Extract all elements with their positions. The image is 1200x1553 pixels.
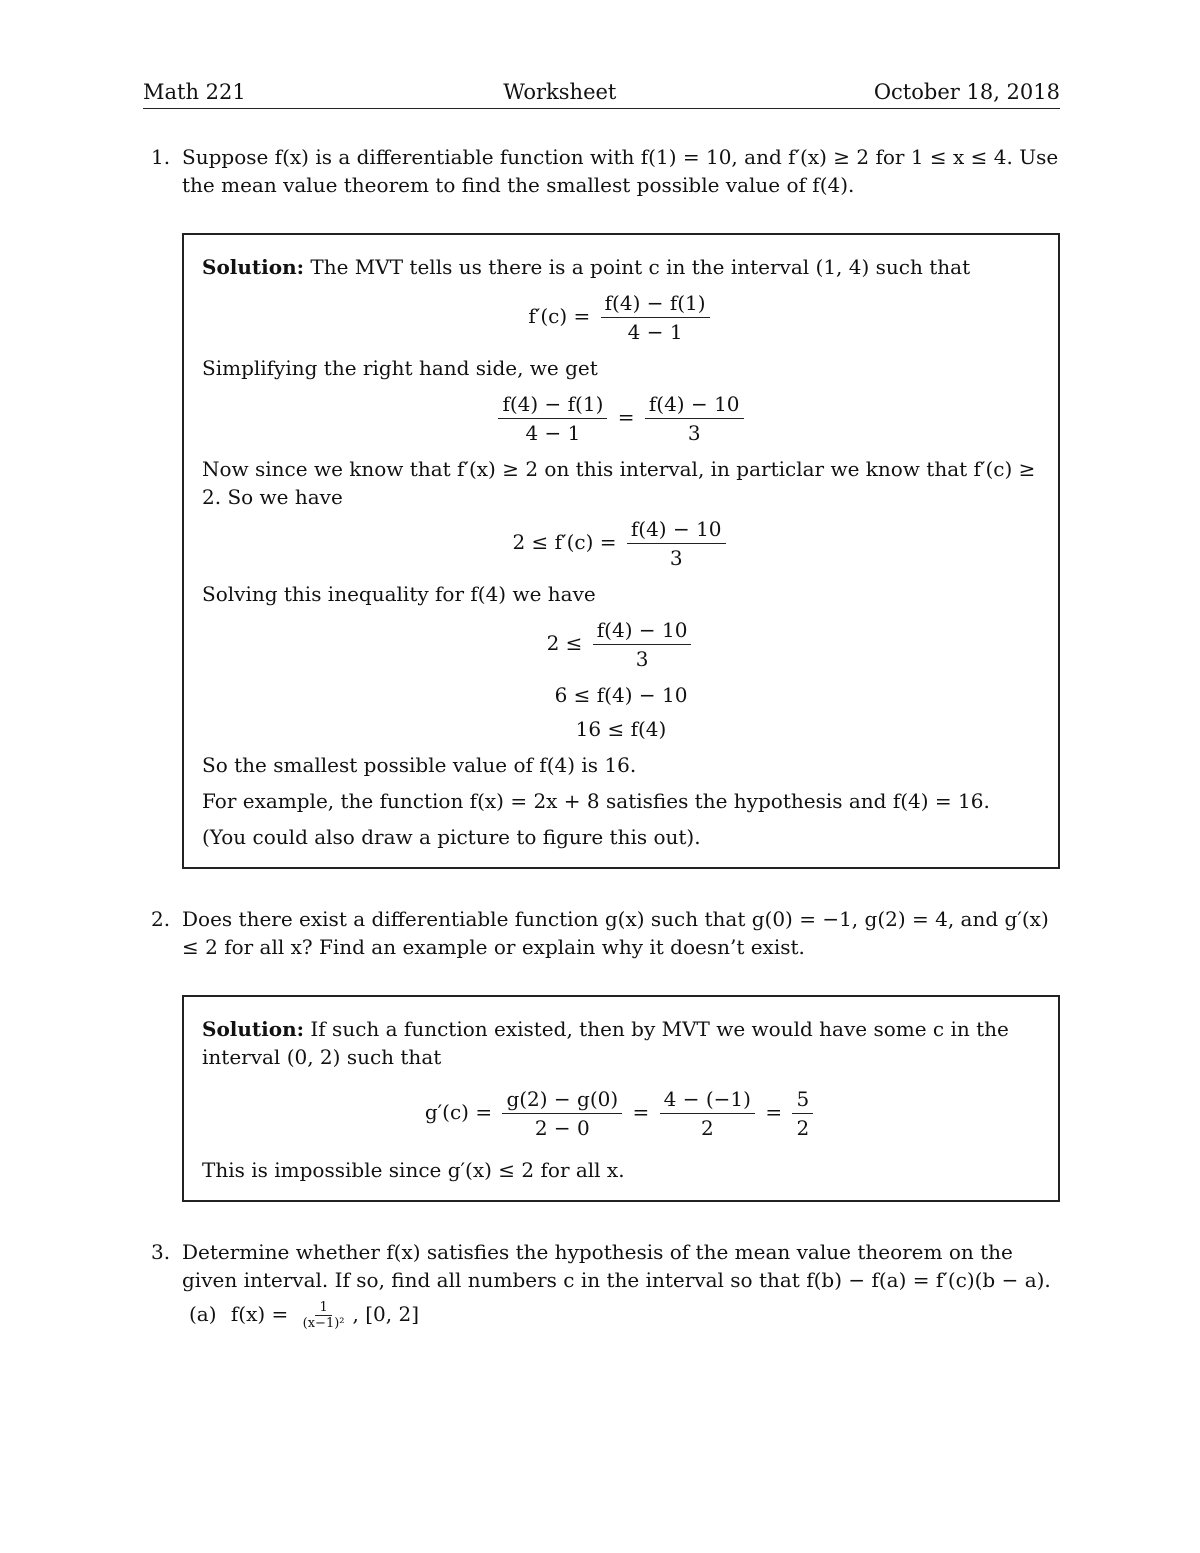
denominator: 3 — [687, 421, 701, 445]
problem-text: Suppose f(x) is a differentiable function with f(1) = 10, and f′(x) ≥ 2 for 1 ≤ x ≤ 4. Use the mean value theorem to find the smallest possible value of f(4). — [182, 145, 1059, 197]
solution-label: Solution: — [202, 255, 305, 279]
simplify-text: Simplifying the right hand side, we get — [202, 356, 598, 380]
equals-sign: = — [765, 1100, 783, 1124]
numerator: 4 − (−1) — [660, 1085, 755, 1114]
function-lhs: f(x) = — [230, 1302, 289, 1326]
worksheet-page — [143, 80, 1060, 1331]
example-text: For example, the function f(x) = 2x + 8 satisfies the hypothesis and f(4) = 16. — [202, 789, 990, 813]
problem-1 — [143, 143, 1060, 199]
denominator: 2 — [796, 1116, 810, 1140]
solution-box-1 — [182, 233, 1060, 869]
date-label: October 18, 2018 — [873, 80, 1060, 104]
denominator: 2 − 0 — [534, 1116, 590, 1140]
denominator: 2 — [700, 1116, 714, 1140]
equals-sign: = — [632, 1100, 650, 1124]
solving-text: Solving this inequality for f(4) we have — [202, 582, 596, 606]
solution-label: Solution: — [202, 1017, 305, 1041]
equation-inequality — [202, 515, 1040, 572]
fraction — [792, 1085, 813, 1142]
equation-step-2: 6 ≤ f(4) − 10 — [554, 683, 688, 707]
now-since-text: Now since we know that f′(x) ≥ 2 on this interval, in particlar we know that f′(c) ≥ 2. So we have — [202, 457, 1036, 509]
solution-intro-line — [202, 1015, 1040, 1071]
numerator: f(4) − 10 — [627, 515, 726, 544]
denominator: 4 − 1 — [525, 421, 581, 445]
numerator: f(4) − 10 — [593, 616, 692, 645]
numerator: f(4) − f(1) — [498, 390, 607, 419]
equation-lhs: g′(c) = — [424, 1100, 493, 1124]
fraction — [645, 390, 744, 447]
fraction — [660, 1085, 755, 1142]
problem-text: Does there exist a differentiable function g(x) such that g(0) = −1, g(2) = 4, and g′(x) ≤ 2 for all x? Find an example or explain why it doesn’t exist. — [182, 907, 1049, 959]
fraction — [593, 616, 692, 673]
document-title: Worksheet — [503, 80, 617, 104]
numerator: 1 — [315, 1300, 331, 1316]
solution-box-2 — [182, 995, 1060, 1202]
numerator: 5 — [792, 1085, 813, 1114]
problem-3-part-a — [143, 1300, 1060, 1331]
denominator: 3 — [669, 546, 683, 570]
fraction — [299, 1300, 349, 1331]
interval-text: , [0, 2] — [352, 1302, 419, 1326]
equation-step-1 — [202, 616, 1040, 673]
numerator: f(4) − 10 — [645, 390, 744, 419]
equation-simplified — [202, 390, 1040, 447]
problem-3 — [143, 1238, 1060, 1294]
equation-step-3: 16 ≤ f(4) — [575, 717, 667, 741]
denominator: (x−1)² — [302, 1316, 345, 1331]
picture-note: (You could also draw a picture to figure this out). — [202, 825, 701, 849]
page-header — [143, 80, 1060, 109]
equation-mvt — [202, 1085, 1040, 1142]
denominator: 3 — [635, 647, 649, 671]
problem-number: 1. — [151, 145, 171, 169]
equation-lhs: 2 ≤ f′(c) = — [512, 530, 617, 554]
solution-intro-line — [202, 253, 1040, 281]
impossible-text: This is impossible since g′(x) ≤ 2 for all x. — [202, 1158, 625, 1182]
problem-number: 3. — [151, 1240, 171, 1264]
problem-number: 2. — [151, 907, 171, 931]
problem-text: Determine whether f(x) satisfies the hypothesis of the mean value theorem on the given interval. If so, find all numbers c in the interval so that f(b) − f(a) = f′(c)(b − a). — [182, 1240, 1051, 1292]
fraction — [498, 390, 607, 447]
equation-lhs: f′(c) = — [528, 304, 591, 328]
problem-2 — [143, 905, 1060, 961]
part-label: (a) — [189, 1302, 217, 1326]
solution-intro: The MVT tells us there is a point c in the interval (1, 4) such that — [310, 255, 971, 279]
fraction — [502, 1085, 622, 1142]
conclusion-text: So the smallest possible value of f(4) is 16. — [202, 753, 637, 777]
numerator: g(2) − g(0) — [502, 1085, 622, 1114]
solution-intro: If such a function existed, then by MVT we would have some c in the interval (0, 2) such that — [202, 1017, 1009, 1069]
equation-mvt — [202, 289, 1040, 346]
numerator: f(4) − f(1) — [601, 289, 710, 318]
course-label: Math 221 — [143, 80, 246, 104]
equals-sign: = — [617, 405, 635, 429]
fraction — [601, 289, 710, 346]
denominator: 4 − 1 — [627, 320, 683, 344]
equation-lhs: 2 ≤ — [546, 631, 583, 655]
fraction — [627, 515, 726, 572]
